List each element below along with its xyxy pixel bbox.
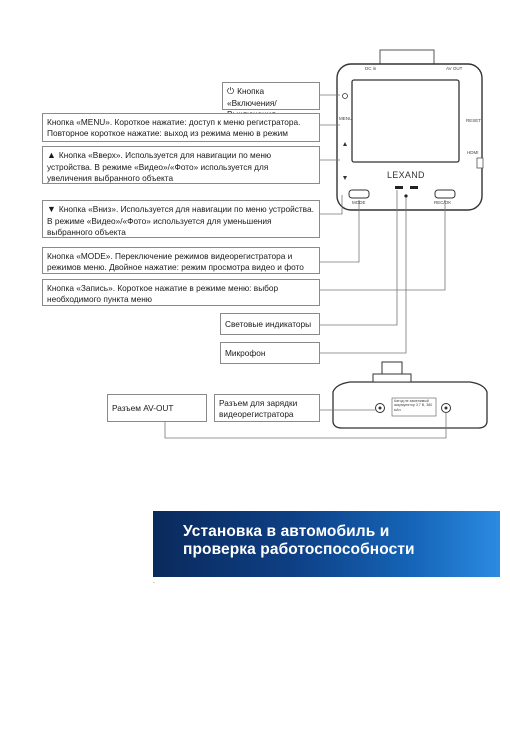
power-icon: ⏻ <box>227 86 235 96</box>
page-mark: . <box>153 578 155 585</box>
callout-down: ▼ Кнопка «Вниз». Используется для навигации по меню устройства. В режиме «Видео»/«Фото» используется для уменьшения выбранного объекта <box>42 200 320 238</box>
side-reset-label: RESET <box>466 118 482 123</box>
callout-charge-port: Разъем для зарядки видеорегистратора <box>214 394 320 422</box>
rec-label: REC/OK <box>434 200 452 205</box>
callout-up: ▲ Кнопка «Вверх». Используется для навигации по меню устройства. В режиме «Видео»/«Фото» используется для увеличения выбранного объекта <box>42 146 320 184</box>
callout-menu: Кнопка «MENU». Короткое нажатие: доступ к меню регистратора. Повторное короткое нажатие: выход из режима меню в режим <box>42 113 320 142</box>
side-menu-label: MENU <box>339 116 353 121</box>
side-hdmi-label: HDMI <box>467 150 479 155</box>
dc-in-label: DC in <box>365 66 377 71</box>
banner-title-line1: Установка в автомобиль и <box>183 523 390 540</box>
up-triangle-icon: ▲ <box>47 150 56 160</box>
av-out-label: AV OUT <box>446 66 463 71</box>
dc-in-connector <box>380 50 434 64</box>
side-tab <box>477 158 483 168</box>
led-left <box>395 186 403 189</box>
callout-leds: Световые индикаторы <box>220 313 320 335</box>
battery-note: Катод не заменимый аккумулятор 3,7 В, 380 мАч <box>394 399 433 412</box>
mode-label: MODE <box>352 200 366 205</box>
bottom-mount-base <box>373 374 411 382</box>
rec-button-shape <box>435 190 455 198</box>
led-right <box>410 186 418 189</box>
brand-logo: LEXAND <box>387 170 425 180</box>
down-triangle-icon: ▼ <box>47 204 56 214</box>
device-screen <box>352 80 459 162</box>
callout-mode: Кнопка «MODE». Переключение режимов видеорегистратора и режимов меню. Двойное нажатие: режим просмотра видео и фото <box>42 247 320 274</box>
callout-power: ⏻ Кнопка «Включения/ <box>222 82 320 110</box>
mode-button-shape <box>349 190 369 198</box>
callout-record: Кнопка «Запись». Короткое нажатие в режиме меню: выбор необходимого пункта меню <box>42 279 320 306</box>
callout-microphone: Микрофон <box>220 342 320 364</box>
banner-title-line2: проверка работоспособности <box>183 540 415 558</box>
callout-avout-port: Разъем AV-OUT <box>107 394 207 422</box>
section-banner <box>153 511 500 577</box>
microphone-hole <box>404 194 407 197</box>
